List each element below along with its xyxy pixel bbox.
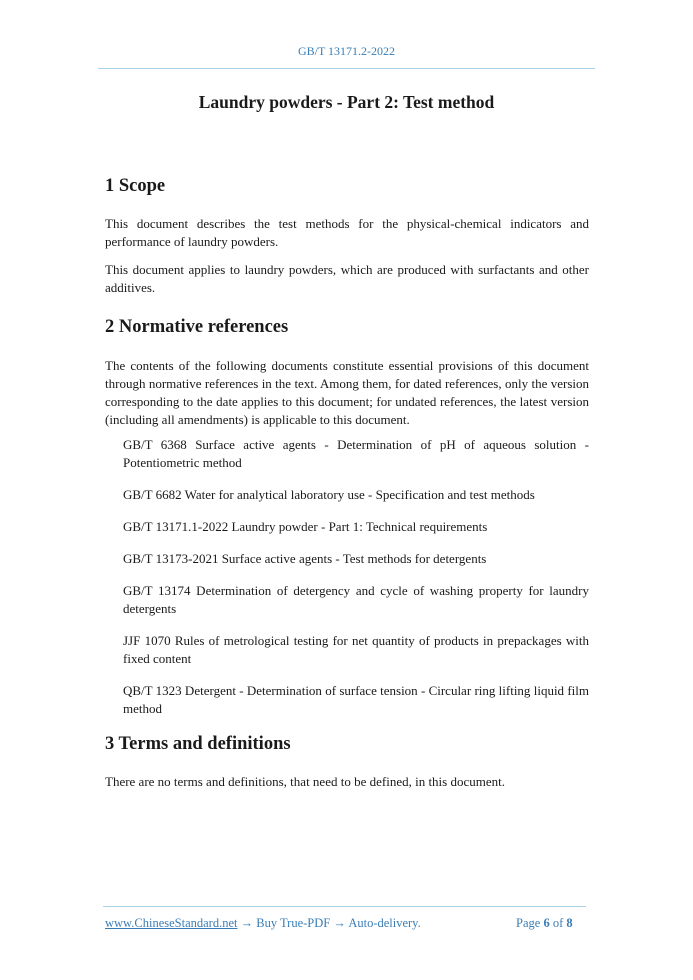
reference-item: GB/T 13171.1-2022 Laundry powder - Part 1: Technical requirements [123, 519, 488, 534]
reference-item: GB/T 6682 Water for analytical laboratory use - Specification and test methods [123, 487, 535, 502]
section-heading-terms-definitions: 3 Terms and definitions [105, 734, 291, 754]
arrow-right-icon: → [333, 916, 346, 930]
header-divider [98, 68, 595, 69]
section-scope [105, 174, 589, 297]
reference-item: GB/T 6368 Surface active agents - Determination of pH of aqueous solution - Potentiometric method [123, 437, 589, 470]
section-normative-references [105, 315, 589, 718]
reference-list [123, 436, 589, 718]
arrow-right-icon: → [240, 916, 254, 930]
reference-item: GB/T 13174 Determination of detergency and cycle of washing property for laundry detergents [123, 583, 589, 616]
scope-paragraph: This document describes the test methods for the physical-chemical indicators and performance of laundry powders. [105, 216, 589, 249]
reference-item: GB/T 13173-2021 Surface active agents - Test methods for detergents [123, 551, 487, 566]
normative-intro-paragraph: The contents of the following documents constitute essential provisions of this document through normative references in the text. Among them, for dated references, only the version corresponding to the date applies to this document; for undated references, the latest version (including all amendments) is applicable to this document. [105, 358, 589, 427]
scope-paragraph: This document applies to laundry powders, which are produced with surfactants and other additives. [105, 262, 589, 295]
buy-true-pdf-link[interactable]: Buy True-PDF [256, 916, 331, 930]
page-total: 8 [566, 916, 573, 930]
reference-item: JJF 1070 Rules of metrological testing for net quantity of products in prepackages with fixed content [123, 633, 589, 666]
page-indicator [516, 916, 573, 931]
auto-delivery-text: Auto-delivery. [348, 916, 421, 930]
section-terms-definitions [105, 732, 589, 791]
section-heading-scope: 1 Scope [105, 176, 166, 196]
terms-paragraph: There are no terms and definitions, that need to be defined, in this document. [105, 774, 505, 789]
page-of-label: of [552, 916, 564, 930]
page-current: 6 [543, 916, 550, 930]
footer-links [105, 916, 421, 931]
document-body [105, 174, 589, 791]
reference-item: QB/T 1323 Detergent - Determination of surface tension - Circular ring lifting liquid film method [123, 683, 589, 716]
footer-divider [103, 906, 586, 907]
section-heading-normative-references: 2 Normative references [105, 317, 289, 337]
site-link[interactable]: www.ChineseStandard.net [105, 916, 238, 930]
running-header: GB/T 13171.2-2022 [297, 44, 396, 58]
page-label: Page [516, 916, 541, 930]
document-title: Laundry powders - Part 2: Test method [198, 92, 495, 112]
